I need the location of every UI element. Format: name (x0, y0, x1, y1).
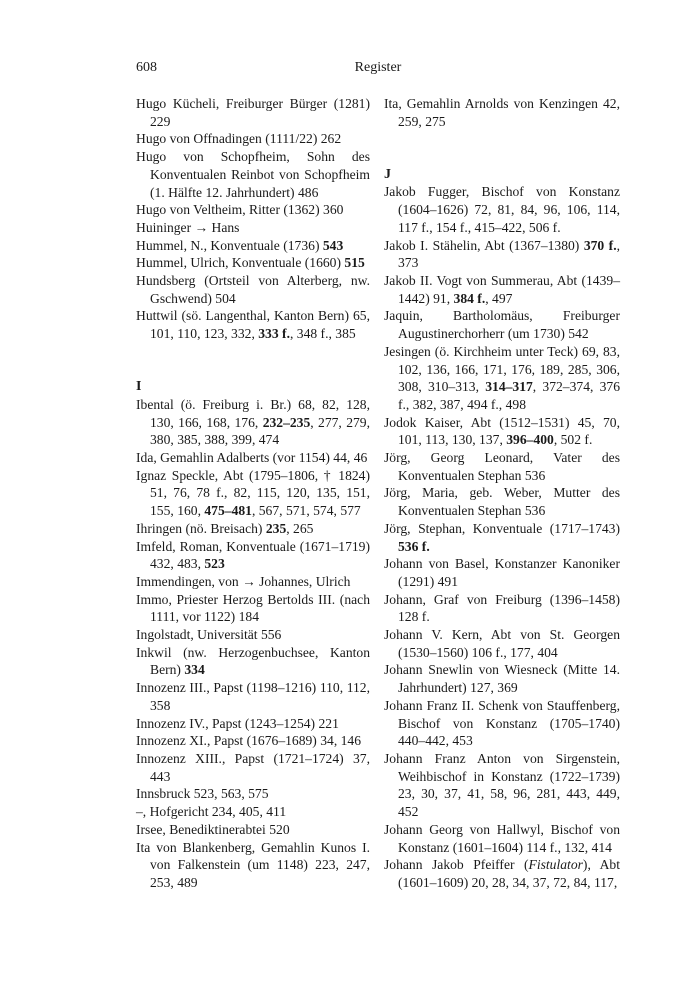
index-entry (384, 307, 620, 342)
entry-text: , 502 f. (553, 432, 593, 448)
index-entry (384, 95, 620, 130)
entry-text: Johann Jakob Pfeiffer ( (384, 857, 529, 873)
entry-text: Huininger → Hans (136, 219, 240, 235)
entry-text: Johann Snewlin von Wiesneck (Mitte 14. Jahrhundert) 127, 369 (384, 662, 620, 696)
index-entry (136, 785, 370, 803)
index-entry (384, 237, 620, 272)
entry-text: Ingolstadt, Universität 556 (136, 627, 282, 643)
index-entry (384, 272, 620, 307)
spacer (136, 343, 370, 361)
index-entry (136, 201, 370, 219)
entry-text: Hummel, Ulrich, Konventuale (1660) (136, 255, 345, 271)
entry-text: Innsbruck 523, 563, 575 (136, 786, 269, 802)
index-entry (384, 591, 620, 626)
section-letter: J (384, 166, 391, 182)
entry-text: , 265 (286, 520, 314, 536)
index-entry (136, 732, 370, 750)
entry-text: Fistulator (528, 857, 583, 873)
entry-text: 396–400 (506, 432, 554, 448)
entry-text: 536 f. (398, 538, 430, 554)
entry-text: 232–235 (262, 414, 311, 430)
index-entry (384, 484, 620, 519)
index-entry (384, 520, 620, 555)
entry-text: 475–481 (204, 503, 252, 519)
entry-text: Jörg, Stephan, Konventuale (1717–1743) (384, 520, 620, 536)
index-entry (384, 821, 620, 856)
entry-text: Hugo von Offnadingen (1111/22) 262 (136, 131, 342, 147)
section-letter: I (136, 379, 142, 395)
entry-text: 334 (184, 662, 205, 678)
entry-text: Hundsberg (Ortsteil von Alterberg, nw. Gschwend) 504 (136, 273, 370, 306)
entry-text: –, Hofgericht 234, 405, 411 (136, 804, 287, 820)
entry-text: Jesingen (ö. Kirchheim unter Teck) 69, 83, 102, 136, 166, 171, 176, 189, 285, 306, 308, 310–313, (384, 343, 620, 395)
index-column-left (136, 95, 370, 892)
entry-text: Jörg, Georg Leonard, Vater des Konventualen Stephan 536 (384, 450, 620, 483)
entry-text: Johann, Graf von Freiburg (1396–1458) 128 f. (384, 591, 620, 625)
index-entry (136, 573, 370, 591)
index-entry (136, 95, 370, 130)
index-entry (136, 307, 370, 342)
entry-text: Innozenz III., Papst (1198–1216) 110, 112, 358 (136, 680, 370, 713)
entry-text: Jakob Fugger, Bischof von Konstanz (1604–1626) 72, 81, 84, 96, 106, 114, 117 f., 154 f., 415–422, 506 f. (384, 184, 620, 235)
entry-text: Innozenz IV., Papst (1243–1254) 221 (136, 715, 339, 731)
entry-text: Imfeld, Roman, Konventuale (1671–1719) 432, 483, (136, 538, 370, 572)
index-entry (136, 396, 370, 449)
page-number: 608 (136, 60, 157, 75)
index-entry (136, 679, 370, 714)
entry-text: Ita von Blankenberg, Gemahlin Kunos I. von Falkenstein (um 1148) 223, 247, 253, 489 (136, 839, 370, 890)
entry-text: Jaquin, Bartholomäus, Freiburger Augustinerchorherr (um 1730) 542 (384, 308, 620, 342)
spacer (384, 148, 620, 166)
index-entry (136, 644, 370, 679)
entry-text: Immendingen, von → Johannes, Ulrich (136, 573, 351, 589)
entry-text: , 348 f., 385 (289, 326, 356, 342)
index-entry (384, 750, 620, 821)
index-entry (136, 520, 370, 538)
index-entry (136, 715, 370, 733)
entry-text: Huttwil (sö. Langenthal, Kanton Bern) 65, 101, 110, 123, 332, (136, 308, 370, 342)
entry-text: Johann V. Kern, Abt von St. Georgen (1530–1560) 106 f., 177, 404 (384, 627, 620, 660)
entry-text: 333 f. (258, 326, 290, 342)
index-entry (384, 697, 620, 750)
entry-text: Hugo von Veltheim, Ritter (1362) 360 (136, 202, 344, 218)
entry-text: 370 f. (583, 237, 617, 253)
entry-text: Jörg, Maria, geb. Weber, Mutter des Konventualen Stephan 536 (384, 485, 620, 519)
entry-text: 384 f. (453, 290, 486, 306)
spacer (136, 361, 370, 379)
index-entry (136, 803, 370, 821)
index-entry (136, 272, 370, 307)
entry-text: Jodok Kaiser, Abt (1512–1531) 45, 70, 101, 113, 130, 137, (384, 414, 620, 448)
entry-text: 314–317 (485, 379, 533, 395)
entry-text: 515 (344, 255, 365, 271)
entry-text: Johann Georg von Hallwyl, Bischof von Konstanz (1601–1604) 114 f., 132, 414 (384, 821, 620, 855)
index-entry (136, 254, 370, 272)
entry-text: Hugo Kücheli, Freiburger Bürger (1281) 229 (136, 96, 370, 129)
entry-text: Innozenz XI., Papst (1676–1689) 34, 146 (136, 733, 362, 749)
index-entry (136, 626, 370, 644)
index-entry (136, 839, 370, 892)
entry-text: Ita, Gemahlin Arnolds von Kenzingen 42, 259, 275 (384, 96, 620, 129)
index-entry (136, 821, 370, 839)
entry-text: Hugo von Schopfheim, Sohn des Konventualen Reinbot von Schopfheim (1. Hälfte 12. Jahrhundert) 486 (136, 149, 370, 200)
index-entry (384, 343, 620, 414)
entry-text: Ibental (ö. Freiburg i. Br.) 68, 82, 128, 130, 166, 168, 176, (136, 396, 370, 430)
index-entry (136, 750, 370, 785)
index-entry (384, 626, 620, 661)
entry-text: , 567, 571, 574, 577 (251, 503, 361, 519)
entry-text: ), Abt (1601–1609) 20, 28, 34, 37, 72, 84, 117, (398, 857, 620, 890)
index-entry (136, 467, 370, 520)
entry-text: Hummel, N., Konventuale (1736) (136, 237, 323, 253)
entry-text: Johann Franz Anton von Sirgenstein, Weihbischof in Konstanz (1722–1739) 23, 30, 37, 41, 58, 96, 281, 443, 449, 452 (384, 750, 620, 820)
entry-text: Irsee, Benediktinerabtei 520 (136, 821, 290, 837)
entry-text: Ignaz Speckle, Abt (1795–1806, † 1824) 51, 76, 78 f., 82, 115, 120, 135, 151, 155, 160, (136, 467, 370, 519)
entry-text: Immo, Priester Herzog Bertolds III. (nach 1111, vor 1122) 184 (136, 591, 370, 625)
index-entry (384, 449, 620, 484)
index-entry (136, 219, 370, 237)
index-entry (136, 538, 370, 573)
page-header (136, 60, 620, 80)
index-entry (136, 237, 370, 255)
entry-text: Ida, Gemahlin Adalberts (vor 1154) 44, 46 (136, 450, 368, 466)
index-entry (384, 661, 620, 696)
index-entry (136, 449, 370, 467)
entry-text: Ihringen (nö. Breisach) (136, 520, 266, 536)
entry-text: Jakob II. Vogt von Summerau, Abt (1439–1442) 91, (384, 273, 620, 306)
index-entry (136, 130, 370, 148)
entry-text: 543 (322, 237, 344, 253)
index-entry (384, 183, 620, 236)
entry-text: 523 (204, 556, 225, 572)
index-entry (136, 148, 370, 201)
entry-text: Jakob I. Stähelin, Abt (1367–1380) (384, 237, 584, 253)
spacer (384, 130, 620, 148)
entry-text: , 497 (485, 290, 513, 306)
entry-text: Inkwil (nw. Herzogenbuchsee, Kanton Bern) (136, 644, 370, 678)
entry-text: 235 (265, 520, 287, 536)
index-entry (384, 555, 620, 590)
entry-text: Johann Franz II. Schenk von Stauffenberg, Bischof von Konstanz (1705–1740) 440–442, 453 (384, 697, 620, 749)
index-entry (384, 414, 620, 449)
entry-text: Innozenz XIII., Papst (1721–1724) 37, 443 (136, 750, 370, 784)
index-column-right (384, 95, 620, 892)
index-entry (384, 856, 620, 891)
running-title: Register (354, 60, 402, 75)
index-entry (136, 591, 370, 626)
entry-text: Johann von Basel, Konstanzer Kanoniker (1291) 491 (384, 556, 620, 589)
entry-text: , 373 (398, 237, 621, 271)
entry-text: , 372–374, 376 f., 382, 387, 494 f., 498 (398, 379, 621, 412)
entry-text: , 277, 279, 380, 385, 388, 399, 474 (150, 414, 371, 448)
